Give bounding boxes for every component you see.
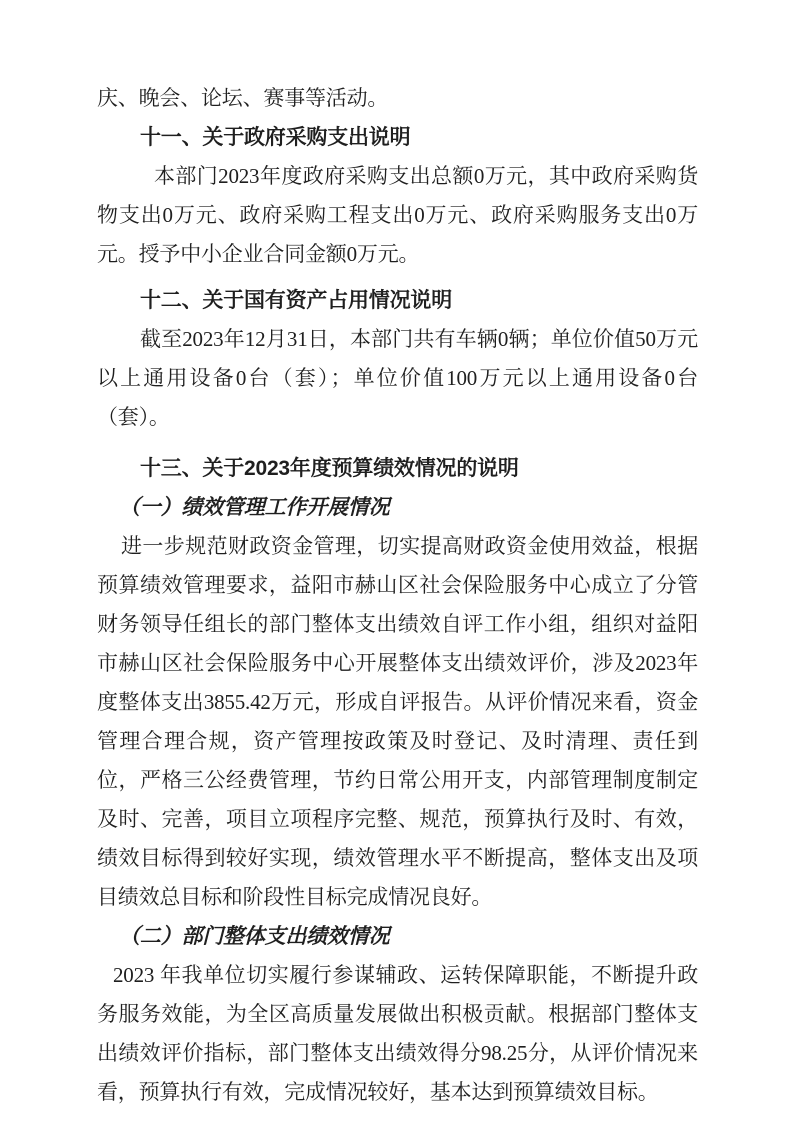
subheading-2-overall-expenditure-performance: （二）部门整体支出绩效情况 — [119, 924, 390, 948]
document-content — [97, 79, 698, 1112]
paragraph-overall-expenditure-performance-details: 2023 年我单位切实履行参谋辅政、运转保障职能，不断提升政务服务效能，为全区高质量发展做出积极贡献。根据部门整体支出绩效评价指标，部门整体支出绩效得分98.25分，从评价情况来看，预算执行有效，完成情况较好，基本达到预算绩效目标。 — [97, 963, 698, 1104]
heading-section-13-budget-performance: 十三、关于2023年度预算绩效情况的说明 — [140, 457, 519, 480]
paragraph-activities-continuation: 庆、晚会、论坛、赛事等活动。 — [97, 86, 389, 110]
subheading-1-performance-management: （一）绩效管理工作开展情况 — [119, 495, 390, 519]
paragraph-state-assets-details: 截至2023年12月31日，本部门共有车辆0辆；单位价值50万元以上通用设备0台（套）；单位价值100万元以上通用设备0台（套）。 — [97, 327, 698, 429]
heading-section-11-government-procurement: 十一、关于政府采购支出说明 — [140, 126, 411, 149]
paragraph-performance-management-details: 进一步规范财政资金管理，切实提高财政资金使用效益，根据预算绩效管理要求，益阳市赫山区社会保险服务中心成立了分管财务领导任组长的部门整体支出绩效自评工作小组，组织对益阳市赫山区社会保险服务中心开展整体支出绩效评价，涉及2023年度整体支出3855.42万元，形成自评报告。从评价情况来看，资金管理合理合规，资产管理按政策及时登记、及时清理、责任到位，严格三公经费管理，节约日常公用开支，内部管理制度制定及时、完善，项目立项程序完整、规范，预算执行及时、有效，绩效目标得到较好实现，绩效管理水平不断提高，整体支出及项目绩效总目标和阶段性目标完成情况良好。 — [97, 534, 698, 909]
heading-section-12-state-assets: 十二、关于国有资产占用情况说明 — [140, 289, 452, 312]
paragraph-government-procurement-details: 本部门2023年度政府采购支出总额0万元，其中政府采购货物支出0万元、政府采购工程支出0万元、政府采购服务支出0万元。授予中小企业合同金额0万元。 — [97, 164, 698, 266]
